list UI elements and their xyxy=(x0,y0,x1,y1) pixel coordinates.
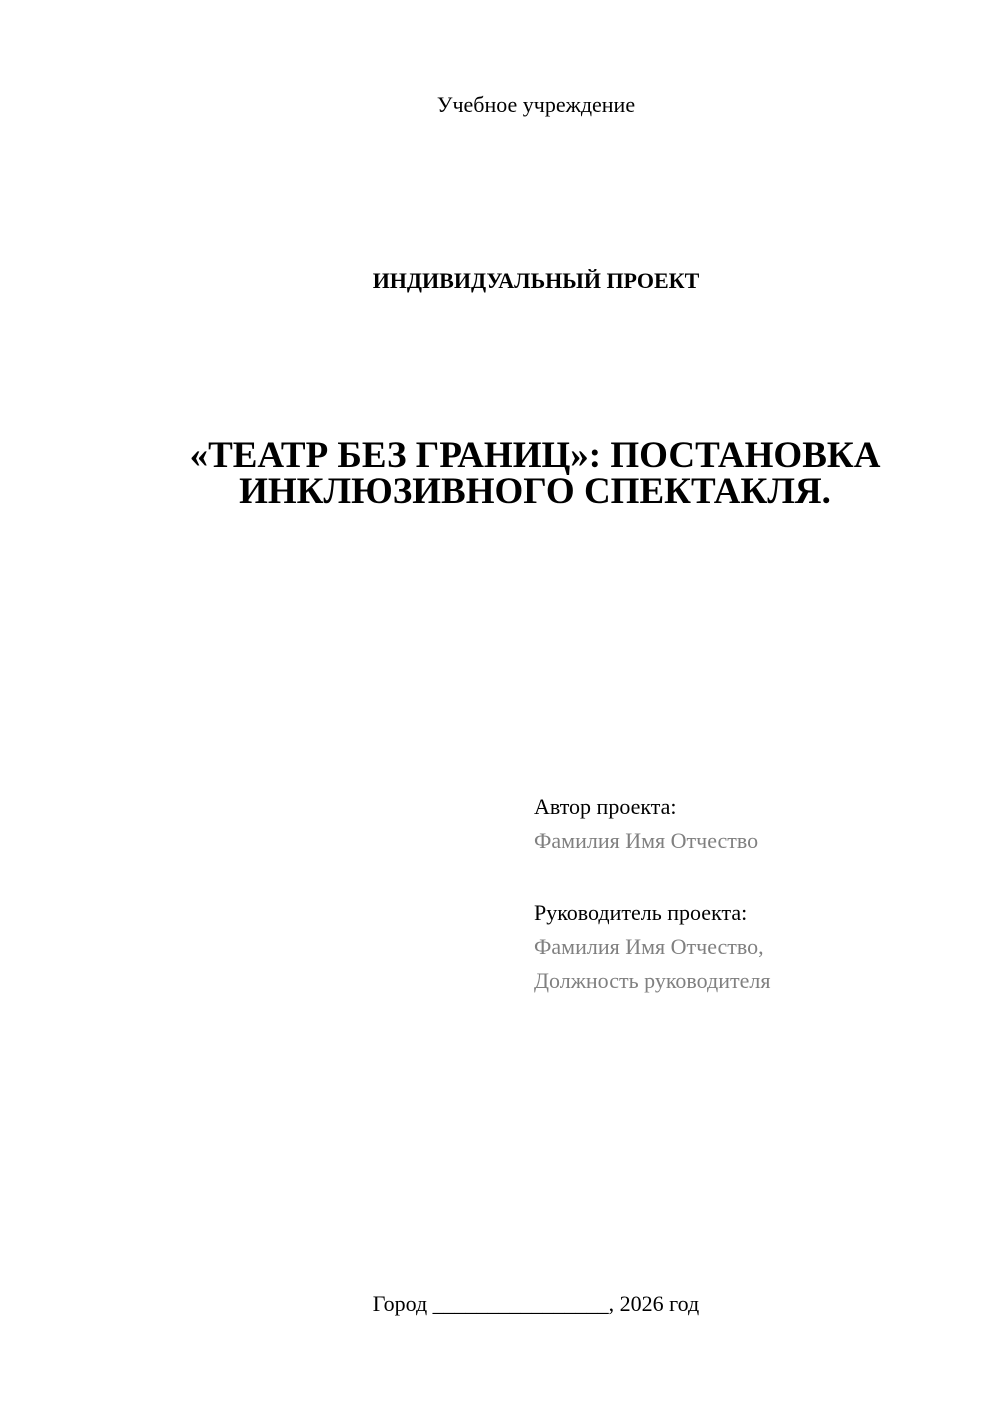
document-type: ИНДИВИДУАЛЬНЫЙ ПРОЕКТ xyxy=(372,268,700,293)
project-title-line-1: «ТЕАТР БЕЗ ГРАНИЦ»: ПОСТАНОВКА xyxy=(189,435,881,476)
institution-name: Учебное учреждение xyxy=(436,92,636,117)
city-year-line: Город ________________, 2026 год xyxy=(372,1291,700,1316)
project-info xyxy=(534,790,954,998)
author-name: Фамилия Имя Отчество xyxy=(534,828,759,853)
supervisor-position: Должность руководителя xyxy=(534,968,771,993)
supervisor-name: Фамилия Имя Отчество, xyxy=(534,934,764,959)
supervisor-label: Руководитель проекта: xyxy=(534,900,748,925)
author-label: Автор проекта: xyxy=(534,794,677,819)
spacer xyxy=(534,858,954,896)
project-title xyxy=(140,435,930,512)
project-title-line-2: ИНКЛЮЗИВНОГО СПЕКТАКЛЯ. xyxy=(239,471,831,512)
